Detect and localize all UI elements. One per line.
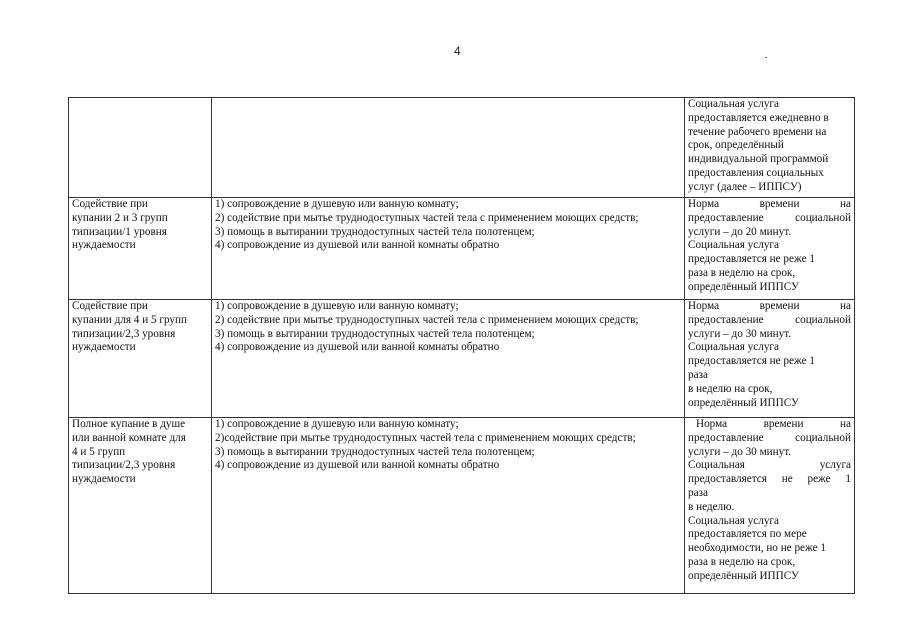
terms-line: раза bbox=[688, 486, 708, 499]
service-name-cell bbox=[69, 418, 212, 594]
terms-line: раза в неделю на срок, bbox=[688, 266, 796, 279]
terms-line: предоставляется ежедневно в bbox=[688, 111, 829, 124]
service-line: Полное купание в душе bbox=[72, 418, 186, 430]
terms-line: Норма времени на bbox=[688, 198, 851, 210]
terms-line: Социальная услуга bbox=[688, 239, 779, 252]
service-line: купании для 4 и 5 групп bbox=[72, 313, 187, 326]
service-line: нуждаемости bbox=[72, 341, 136, 354]
terms-line: раза bbox=[688, 368, 708, 381]
service-name-cell bbox=[69, 98, 212, 198]
content-item: 4) сопровождение из душевой или ванной комнаты обратно bbox=[215, 239, 500, 252]
content-item: 3) помощь в вытирании труднодоступных частей тела полотенцем; bbox=[215, 327, 535, 340]
content-item: 4) сопровождение из душевой или ванной комнаты обратно bbox=[215, 341, 500, 354]
terms-line: раза в неделю на срок, bbox=[688, 555, 796, 568]
service-line: типизации/2,3 уровня bbox=[72, 327, 176, 340]
content-item: 2) содействие при мытье труднодоступных частей тела с применением моющих средств; bbox=[215, 313, 639, 326]
service-line: Содействие при bbox=[72, 300, 148, 312]
terms-line: предоставление социальной bbox=[688, 313, 851, 326]
table-row bbox=[69, 300, 855, 418]
terms-line: предоставляется не реже 1 bbox=[688, 473, 851, 486]
terms-line: предоставление социальной bbox=[688, 431, 851, 444]
terms-line: услуги – до 30 минут. bbox=[688, 445, 792, 458]
terms-line: определённый ИППСУ bbox=[688, 396, 799, 409]
terms-line: срок, определённый bbox=[688, 139, 784, 152]
terms-line: определённый ИППСУ bbox=[688, 569, 799, 582]
terms-line: в неделю на срок, bbox=[688, 382, 773, 395]
service-terms-cell bbox=[685, 98, 855, 198]
service-line: нуждаемости bbox=[72, 473, 136, 486]
terms-line: Норма времени на bbox=[688, 300, 851, 312]
content-item: 3) помощь в вытирании труднодоступных частей тела полотенцем; bbox=[215, 225, 535, 238]
terms-line: предоставляется не реже 1 bbox=[688, 355, 815, 368]
content-item: 3) помощь в вытирании труднодоступных частей тела полотенцем; bbox=[215, 445, 535, 458]
terms-line: услуги – до 20 минут. bbox=[688, 225, 792, 238]
scan-speck bbox=[765, 57, 767, 58]
terms-line: течение рабочего времени на bbox=[688, 125, 827, 138]
content-item: 1) сопровождение в душевую или ванную комнату; bbox=[215, 418, 459, 430]
content-item: 1) сопровождение в душевую или ванную комнату; bbox=[215, 198, 459, 210]
services-table bbox=[68, 97, 855, 594]
service-content-cell bbox=[212, 300, 685, 418]
terms-line: услуги – до 30 минут. bbox=[688, 327, 792, 340]
service-content-cell bbox=[212, 98, 685, 198]
page-number: 4 bbox=[454, 44, 461, 58]
service-content-cell bbox=[212, 418, 685, 594]
terms-line: в неделю. bbox=[688, 500, 735, 513]
service-name-cell bbox=[69, 198, 212, 300]
terms-line: Норма времени на bbox=[696, 418, 851, 430]
service-line: или ванной комнате для bbox=[72, 431, 186, 444]
terms-line: услуг (далее – ИППСУ) bbox=[688, 180, 802, 193]
terms-line: Социальная услуга bbox=[688, 514, 779, 527]
terms-line: предоставления социальных bbox=[688, 166, 824, 179]
service-terms-cell bbox=[685, 198, 855, 300]
terms-line: предоставляется не реже 1 bbox=[688, 253, 815, 266]
service-line: типизации/2,3 уровня bbox=[72, 459, 176, 472]
terms-line: индивидуальной программой bbox=[688, 153, 829, 166]
table-row bbox=[69, 418, 855, 594]
content-item: 1) сопровождение в душевую или ванную комнату; bbox=[215, 300, 459, 312]
content-item: 2) содействие при мытье труднодоступных частей тела с применением моющих средств; bbox=[215, 211, 639, 224]
terms-line: Социальная услуга bbox=[688, 459, 851, 472]
table-row bbox=[69, 98, 855, 198]
terms-line: предоставляется по мере bbox=[688, 528, 807, 541]
content-item: 4) сопровождение из душевой или ванной комнаты обратно bbox=[215, 459, 500, 472]
terms-line: необходимости, но не реже 1 bbox=[688, 542, 826, 555]
terms-line: Социальная услуга bbox=[688, 98, 779, 110]
service-line: купании 2 и 3 групп bbox=[72, 211, 168, 224]
service-terms-cell bbox=[685, 300, 855, 418]
service-content-cell bbox=[212, 198, 685, 300]
service-line: 4 и 5 групп bbox=[72, 445, 126, 458]
content-item: 2)содействие при мытье труднодоступных частей тела с применением моющих средств; bbox=[215, 431, 636, 444]
service-name-cell bbox=[69, 300, 212, 418]
terms-line: предоставление социальной bbox=[688, 211, 851, 224]
terms-line: определённый ИППСУ bbox=[688, 280, 799, 293]
service-line: Содействие при bbox=[72, 198, 148, 210]
terms-line: Социальная услуга bbox=[688, 341, 779, 354]
service-line: типизации/1 уровня bbox=[72, 225, 167, 238]
service-line: нуждаемости bbox=[72, 239, 136, 252]
table-row bbox=[69, 198, 855, 300]
service-terms-cell bbox=[685, 418, 855, 594]
